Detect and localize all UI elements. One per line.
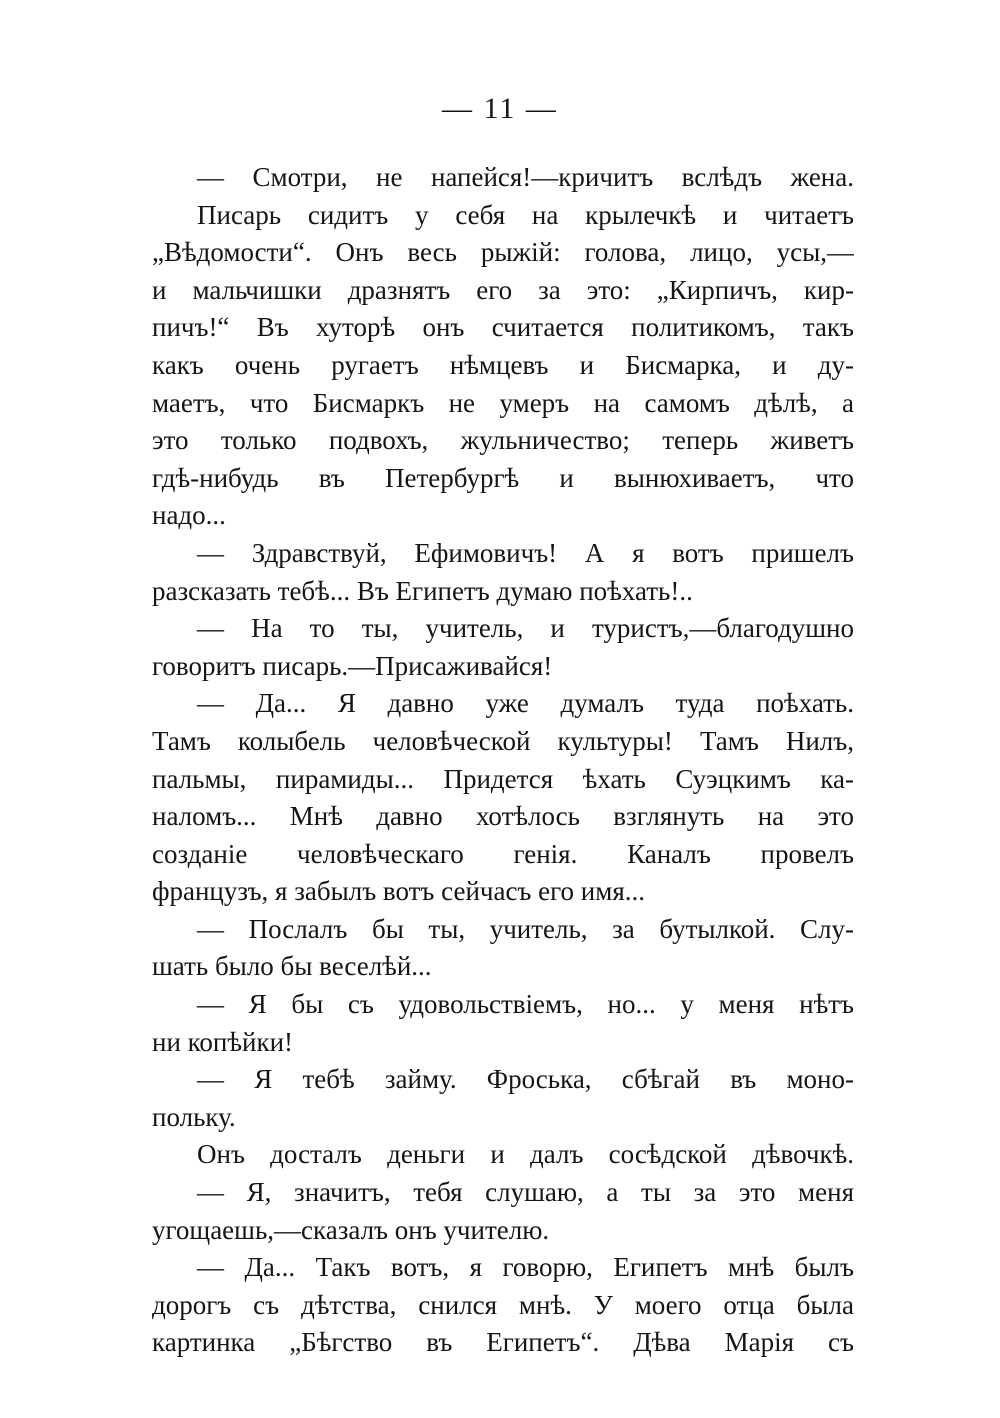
text-line: разсказать тебѣ... Въ Египетъ думаю поѣхать!..: [152, 575, 693, 606]
text-line: — Смотри, не напейся!—кричитъ вслѣдъ жена.: [197, 162, 854, 192]
page-number: — 11 —: [442, 92, 558, 125]
text-line: Онъ досталъ деньги и далъ сосѣдской дѣвочкѣ.: [197, 1139, 854, 1170]
text-line: — Здравствуй, Ефимовичъ! А я вотъ пришелъ: [197, 537, 854, 568]
text-line: „Вѣдомости“. Онъ весь рыжій: голова, лицо, усы,—: [152, 237, 854, 268]
text-line: — На то ты, учитель, и туристъ,—благодушно: [197, 613, 854, 644]
text-line: маетъ, что Бисмаркъ не умеръ на самомъ дѣлѣ, а: [152, 387, 854, 418]
text-line: — Я, значитъ, тебя слушаю, а ты за это меня: [197, 1177, 854, 1208]
text-line: — Послалъ бы ты, учитель, за бутылкой. Слу-: [197, 913, 854, 944]
text-line: пичъ!“ Въ хуторѣ онъ считается политикомъ, такъ: [152, 312, 854, 343]
page-text: [152, 159, 854, 1362]
text-line: наломъ... Мнѣ давно хотѣлось взглянуть на это: [152, 801, 854, 832]
text-line: — Я тебѣ займу. Фроська, сбѣгай въ моно-: [197, 1064, 854, 1095]
text-line: это только подвохъ, жульничество; теперь живетъ: [152, 425, 854, 456]
text-line: дорогъ съ дѣтства, снился мнѣ. У моего отца была: [152, 1289, 854, 1320]
text-line: надо...: [152, 500, 226, 531]
text-line: польку.: [152, 1101, 236, 1132]
text-line: — Да... Я давно уже думалъ туда поѣхать.: [197, 688, 854, 719]
text-line: какъ очень ругаетъ нѣмцевъ и Бисмарка, и ду-: [152, 349, 854, 380]
text-line: картинка „Бѣгство въ Египетъ“. Дѣва Марія съ: [152, 1327, 854, 1358]
text-line: шать было бы веселѣй...: [152, 951, 432, 982]
text-line: — Я бы съ удовольствіемъ, но... у меня нѣтъ: [197, 989, 854, 1020]
text-line: созданіе человѣческаго генія. Каналъ провелъ: [152, 838, 854, 869]
text-line: гдѣ-нибудь въ Петербургѣ и вынюхиваетъ, что: [152, 462, 854, 493]
text-line: говоритъ писарь.—Присаживайся!: [152, 650, 553, 681]
text-line: ни копѣйки!: [152, 1026, 294, 1057]
text-line: угощаешь,—сказалъ онъ учителю.: [152, 1214, 550, 1245]
text-line: Тамъ колыбель человѣческой культуры! Тамъ Нилъ,: [152, 725, 854, 756]
text-line: Писарь сидитъ у себя на крылечкѣ и читаетъ: [197, 199, 854, 230]
text-line: и мальчишки дразнятъ его за это: „Кирпичъ, кир-: [152, 274, 854, 305]
text-line: пальмы, пирамиды... Придется ѣхать Суэцкимъ ка-: [152, 763, 854, 794]
text-line: — Да... Такъ вотъ, я говорю, Египетъ мнѣ былъ: [197, 1252, 854, 1283]
text-line: французъ, я забылъ вотъ сейчасъ его имя...: [152, 876, 645, 907]
